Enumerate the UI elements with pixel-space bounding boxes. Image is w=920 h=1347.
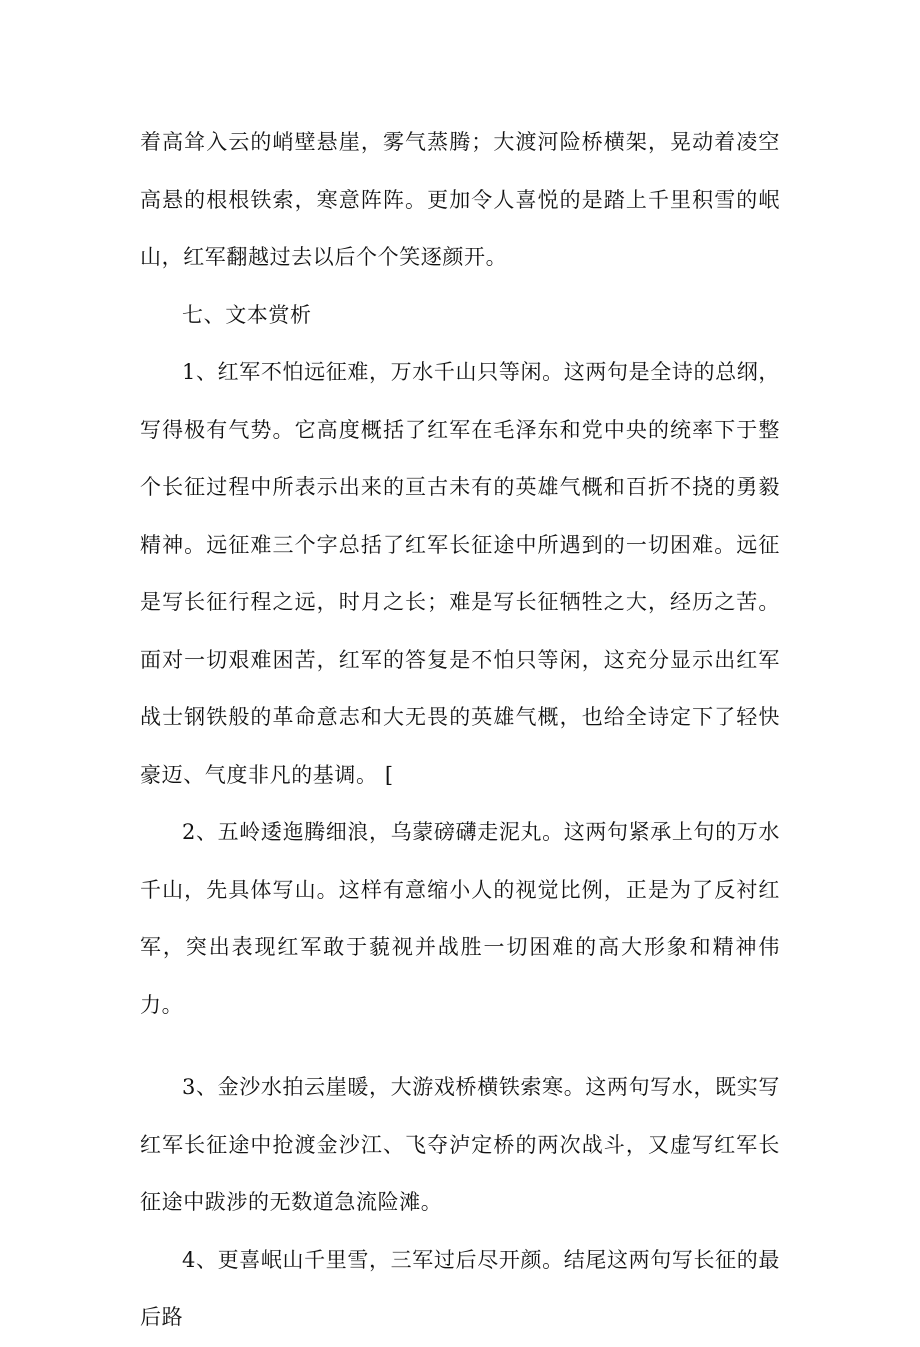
paragraph-analysis-4: 4、更喜岷山千里雪，三军过后尽开颜。结尾这两句写长征的最后路: [140, 1247, 780, 1329]
document-page: [140, 114, 780, 1347]
paragraph-analysis-1: 1、红军不怕远征难，万水千山只等闲。这两句是全诗的总纲，写得极有气势。它高度概括了红军在毛泽东和党中央的统率下于整个长征过程中所表示出来的亘古未有的英雄气概和百折不挠的勇毅精神。远征难三个字总括了红军长征途中所遇到的一切困难。远征是写长征行程之远，时月之长；难是写长征牺牲之大，经历之苦。面对一切艰难困苦，红军的答复是不怕只等闲，这充分显示出红军战士钢铁般的革命意志和大无畏的英雄气概，也给全诗定下了轻快豪迈、气度非凡的基调。 [: [140, 360, 780, 787]
paragraph-analysis-3: 3、金沙水拍云崖暖，大游戏桥横铁索寒。这两句写水，既实写红军长征途中抢渡金沙江、飞夺泸定桥的两次战斗，又虚写红军长征途中跋涉的无数道急流险滩。: [140, 1075, 780, 1214]
paragraph-analysis-2: 2、五岭逶迤腾细浪，乌蒙磅礴走泥丸。这两句紧承上句的万水千山，先具体写山。这样有意缩小人的视觉比例，正是为了反衬红军，突出表现红军敢于藐视并战胜一切困难的高大形象和精神伟力。: [140, 820, 780, 1017]
section-heading: 七、文本赏析: [182, 302, 312, 327]
paragraph-continuation: 着高耸入云的峭壁悬崖，雾气蒸腾；大渡河险桥横架，晃动着凌空高悬的根根铁索，寒意阵阵。更加令人喜悦的是踏上千里积雪的岷山，红军翻越过去以后个个笑逐颜开。: [140, 130, 780, 269]
